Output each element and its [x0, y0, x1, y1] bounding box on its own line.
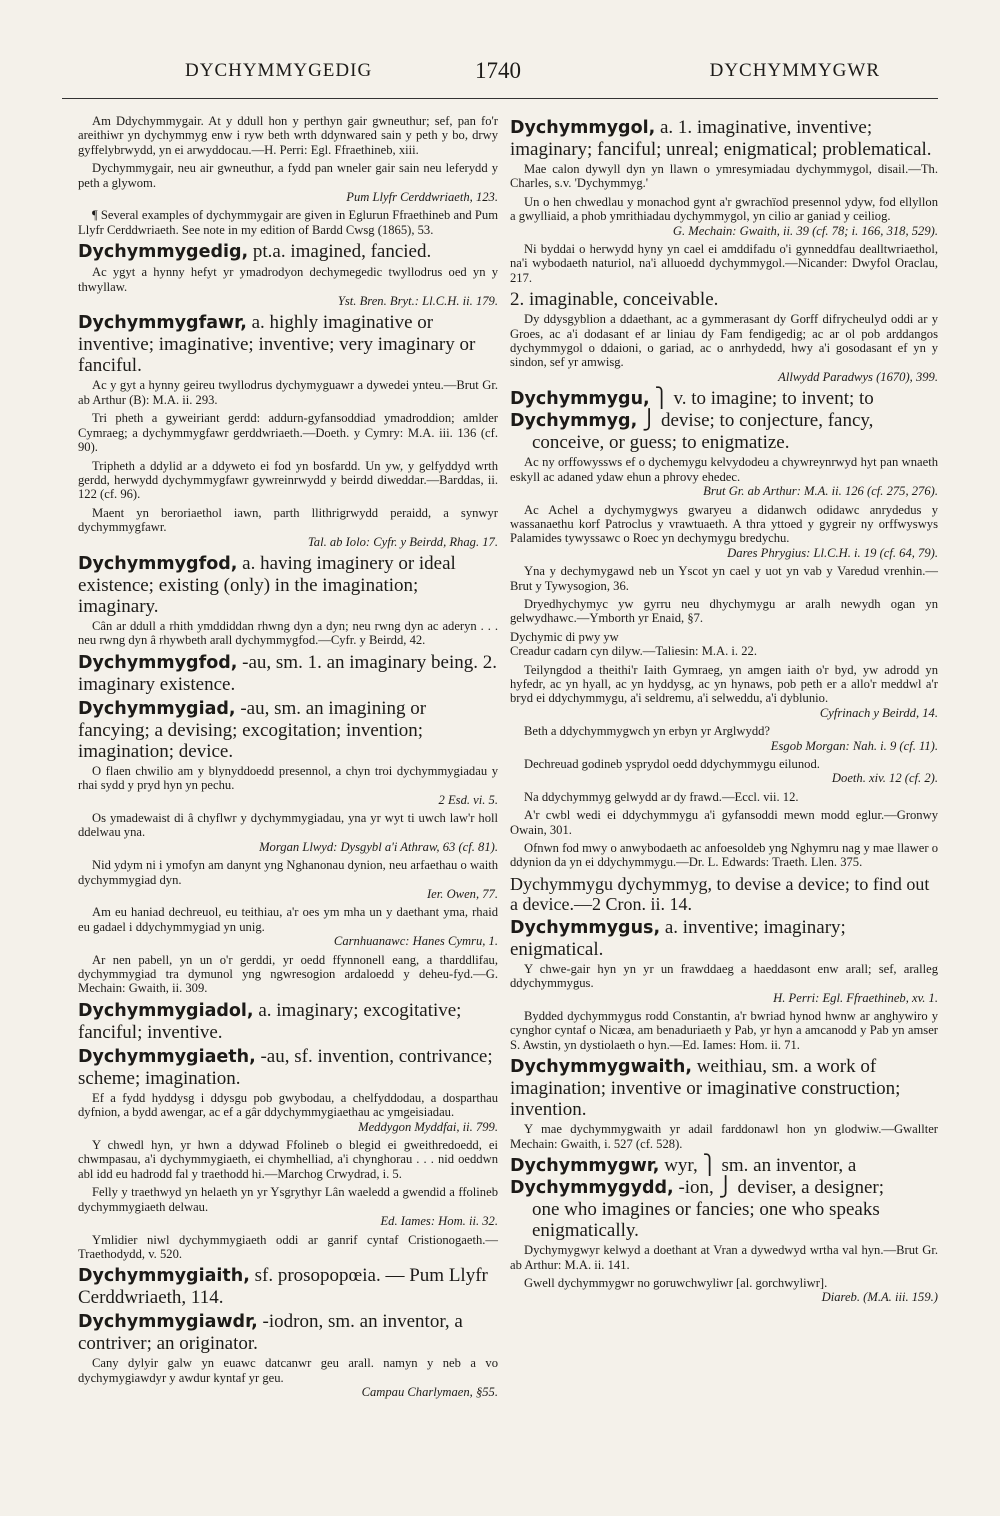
quotation: Tri pheth a gyweiriant gerdd: addurn-gyfansoddiad ymadroddion; amlder Cymraeg; a dychymmygfawr gerddwriaeth.—Doeth. y Cymry: M.A. iii. 136 (cf. 90). [78, 411, 498, 455]
definition-sense-2: 2. imaginable, conceivable. [510, 289, 719, 311]
definition: -iodron, sm. an inventor, a contriver; an originator. [78, 1311, 463, 1355]
entry-dychymmygus [510, 917, 938, 960]
headword: Dychymmygiaith, [78, 1266, 250, 1287]
headword: Dychymmygiadol, [78, 1000, 254, 1021]
quotation: O flaen chwilio am y blynyddoedd presennol, a chyn troi dychymmygiadau y rhai sydd y pryd hyn yn pechu. 2 Esd. vi. 5. [78, 763, 498, 807]
header-left-guide-word: DYCHYMMYGEDIG [185, 60, 373, 81]
definition: -au, sm. 1. an imaginary being. 2. imaginary existence. [78, 651, 497, 695]
quotation: Na ddychymmyg gelwydd ar dy frawd.—Eccl. vii. 12. [524, 789, 799, 804]
citation: Brut Gr. ab Arthur: M.A. ii. 126 (cf. 275, 276). [703, 484, 938, 499]
quotation: Y chwedl hyn, yr hwn a ddywad Ffolineb o blegid ei gweithredoedd, ei chwmpasau, a'i dychymmygiaeth, ei chymhelliad, a'i chynghorau . . . nid oeddwn abl idd eu hadrodd fal y traethodd hi.—Marchog Crwydrad, i. 5. [78, 1138, 498, 1181]
entry-dychymmygwr: Dychymmygwr, wyr, ⎫ sm. an inventor, a Dychymmygydd, -ion, ⎭ deviser, a designer; one who imagines or fancies; one who speaks enigmatically. [510, 1155, 938, 1241]
citation: H. Perri: Egl. Ffraethineb, xv. 1. [773, 990, 938, 1005]
left-column [78, 114, 498, 1404]
definition: devise; to conjecture, fancy, [660, 410, 874, 432]
quotation: Ac Achel a dychymygwys gwaryeu a didanwch odidawc anrydedus y wassanaethu korf Patroclus y vrawtuaeth. A thra yttoed y gygreir ny orffwyswys Palamides tywyssawc o Roec yn dechymygu bredychu. Dares Phrygius: Ll.C.H. i. 19 (cf. 64, 79). [510, 502, 938, 560]
definition: a. highly imaginative or inventive; imaginative; inventive; very imaginary or fanciful. [78, 312, 476, 377]
definition: one who imagines or fancies; one who speaks enigmatically. [532, 1199, 880, 1242]
headword: Dychymmygu, [510, 389, 650, 410]
headword: Dychymmygiad, [78, 698, 236, 719]
entry-dychymmygiadol [78, 1000, 498, 1043]
definition: v. to imagine; to invent; to [673, 388, 874, 410]
entry-dychymmygiawdr [78, 1311, 498, 1354]
quotation: Ef a fydd hyddysg i ddysgu pob gwybodau, a chelfyddodau, a dosparthau dyfnion, a bydd awengar, ac ef a gâr ddychymmygiaethau ac ymgeisiadau. Meddygon Myddfai, ii. 799. [78, 1090, 498, 1134]
quotation: Maent yn beroriaethol iawn, parth llithrigrwydd peraidd, a synwyr dychymmygfawr. Tal. ab Iolo: Cyfr. y Beirdd, Rhag. 17. [78, 505, 498, 549]
entry-dychymmygiaeth [78, 1046, 498, 1089]
headword: Dychymmygol, [510, 118, 656, 138]
entry-dychymmygwaith [510, 1056, 938, 1120]
quotation: A'r cwbl wedi ei ddychymmygu a'i gyfansoddi mewn modd eglur.—Gronwy Owain, 301. [510, 808, 938, 837]
definition: sf. prosopopœia. — Pum Llyfr Cerddwriaeth, 114. [78, 1265, 488, 1309]
quotation: Felly y traethwyd yn helaeth yn yr Ysgrythyr Lân waeledd a gwendid a ffolineb dychymmygiaeth delwau. Ed. Iames: Hom. ii. 32. [78, 1185, 498, 1229]
headword: Dychymmygfod, [78, 553, 238, 574]
definition: -au, sf. invention, contrivance; scheme; imagination. [78, 1045, 493, 1089]
quotation: Dechreuad godineb ysprydol oedd ddychymmygu eilunod. Doeth. xiv. 12 (cf. 2). [510, 757, 938, 786]
quotation: Ac ygyt a hynny hefyt yr ymadrodyon dechymegedic twyllodrus oed yn y thwyllaw. Yst. Bren. Bryt.: Ll.C.H. ii. 179. [78, 265, 498, 309]
quotation: Ac ny orffowyssws ef o dychemygu kelvydodeu a chywreynrwyd hyt pan wnaeth eskyll ac adaned ydaw ehun a phrovy ehedec. Brut Gr. ab Arthur: M.A. ii. 126 (cf. 275, 276). [510, 455, 938, 499]
definition: deviser, a designer; [737, 1177, 884, 1199]
entry-dychymmygfod-adj [78, 553, 498, 617]
headword: Dychymmygiaeth, [78, 1046, 256, 1067]
definition: a. having imaginery or ideal existence; existing (only) in the imagination; imaginary. [78, 552, 456, 617]
right-column [510, 114, 938, 1309]
citation: Dares Phrygius: Ll.C.H. i. 19 (cf. 64, 79). [727, 545, 938, 560]
entry-dychymmygedig [78, 241, 498, 263]
quotation: Ar nen pabell, yn un o'r gerddi, yr oedd ffynnonell eang, a tharddlifau, dychymmygiad tra dymunol yng ngwresogion ardaloedd y deheu-fyd.—G. Mechain: Gwaith, ii. 309. [78, 952, 498, 996]
quotation: Ac y gyt a hynny geireu twyllodrus dychymyguawr a dywedei ynteu.—Brut Gr. ab Arthur (B): M.A. ii. 293. [78, 378, 498, 407]
header-rule [62, 98, 938, 99]
quotation: Gwell dychymmygwr no goruwchwyliwr [al. gorchwyliwr]. Diareb. (M.A. iii. 159.) [510, 1276, 938, 1305]
entry-dychymmygiad [78, 698, 498, 762]
definition: conceive, or guess; to enigmatize. [532, 432, 790, 454]
definition: sm. an inventor, a [721, 1155, 857, 1177]
citation: Tal. ab Iolo: Cyfr. y Beirdd, Rhag. 17. [307, 534, 498, 549]
quotation: Mae calon dywyll dyn yn llawn o ymresymiadau dychymmygol, disail.—Th. Charles, s.v. 'Dychymmyg.' [510, 162, 938, 191]
citation: Campau Charlymaen, §55. [361, 1385, 498, 1400]
citation: G. Mechain: Gwaith, ii. 39 (cf. 78; i. 166, 318, 529). [672, 223, 938, 238]
citation: Allwydd Paradwys (1670), 399. [778, 369, 938, 384]
quotation: Y mae dychymmygwaith yr adail farddonawl hon yn glodwiw.—Gwallter Mechain: Gwaith, i. 527 (cf. 528). [510, 1122, 938, 1151]
quotation: Am eu haniad dechreuol, eu teithiau, a'r oes ym mha un y daethant yma, rhaid eu gadael i ddychymmygiad yn unig. Carnhuanawc: Hanes Cymru, 1. [78, 905, 498, 949]
citation: Meddygon Myddfai, ii. 799. [358, 1119, 498, 1134]
headword: Dychymmygwaith, [510, 1057, 693, 1078]
headword: Dychymmygus, [510, 917, 661, 938]
header-right-guide-word: DYCHYMMYGWR [709, 60, 880, 81]
quotation: Cany dylyir galw yn euawc datcanwr geu arall. namyn y neb a vo dychymygiawdyr y awdur kyntaf yr geu. Campau Charlymaen, §55. [78, 1356, 498, 1400]
quotation: Tripheth a ddylid ar a ddyweto ei fod yn bosfardd. Un yw, y gelfyddyd wrth gerdd, herwydd dychymmygfawr gywreinrwydd y beirdd diweddar.—Barddas, ii. 122 (cf. 96). [78, 458, 498, 502]
entry-dychymmygfod-noun [78, 652, 498, 695]
entry-dychymmygfawr [78, 312, 498, 376]
quotation: Ni byddai o herwydd hyny yn cael ei amddifadu o'i gynneddfau dealltwriaethol, na'i wybodaeth naturiol, na'i alluoedd dychymmygol.—Nicander: Dwyfol Oraclau, 217. [510, 242, 938, 285]
quotation: Ymlidier niwl dychymmygiaeth oddi ar ganrif cyntaf Cristionogaeth.—Traethodydd, v. 520. [78, 1232, 498, 1261]
quotation: Os ymadewaist di â chyflwr y dychymmygiadau, yna yr wyt ti uwch law'r holl ddelwau yna. Morgan Llwyd: Dysgybl a'i Athraw, 63 (cf. 81). [78, 810, 498, 854]
quotation: Y chwe-gair hyn yn yr un frawddaeg a haeddasont enw arall; sef, aralleg ddychymmygus. H. Perri: Egl. Ffraethineb, xv. 1. [510, 961, 938, 1005]
headword: Dychymmygiawdr, [78, 1312, 258, 1333]
headword: Dychymmyg, [510, 411, 638, 432]
quotation: Am Ddychymmygair. At y ddull hon y perthyn gair gwneuthur; sef, pan fo'r areithiwr yn dychymmyg enw i ryw beth wrth ddynwared sain y peth y bo, drwy gyffelybrwydd, yn ei arwyddocau.—H. Perri: Egl. Ffraethineb, xiii. [78, 114, 498, 157]
definition: weithiau, sm. a work of imagination; inventive or imaginative construction; invention. [510, 1056, 901, 1121]
definition: pt.a. imagined, fancied. [248, 241, 432, 263]
definition: a. imaginary; excogitative; fanciful; inventive. [78, 999, 462, 1043]
citation: Esgob Morgan: Nah. i. 9 (cf. 11). [770, 738, 938, 753]
page-number: 1740 [475, 58, 521, 83]
quotation: Teilyngdod a theithi'r Iaith Gymraeg, yn amgen iaith o'r byd, yw adrodd yn hyfedr, ac yn hyall, ac yn hyddysg, ac yn hynaws, pob peth er a allo'r meddwl a'r bryd ei ddychymmygu, a'i seldremu, a'i selweddu, a'i dyblunio. Cyfrinach y Beirdd, 14. [510, 662, 938, 720]
quotation: Dryedhychymyc yw gyrru neu dhychymygu ar aralh newydh ogan yn gelwydhawc.—Ymborth yr Enaid, §7. [510, 596, 938, 626]
citation: Morgan Llwyd: Dysgybl a'i Athraw, 63 (cf. 81). [259, 839, 498, 854]
citation: Ed. Iames: Hom. ii. 32. [380, 1214, 498, 1229]
definition: -au, sm. an imagining or fancying; a devising; excogitation; invention; imagination; device. [78, 697, 427, 762]
verse-quotation: Dychymic di pwy yw Creadur cadarn cyn dilyw.—Taliesin: M.A. i. 22. [510, 629, 757, 659]
quotation: Dychymmygair, neu air gwneuthur, a fydd pan wneler gair sain neu leferydd y peth a glywom. Pum Llyfr Cerddwriaeth, 123. [78, 161, 498, 205]
entry-dychymmygiaith [78, 1265, 498, 1308]
headword: Dychymmygwr, [510, 1156, 660, 1177]
quotation: Dychymygwyr kelwyd a doethant at Vran a dywedwyd wrtha val hyn.—Brut Gr. ab Arthur: M.A. ii. 141. [510, 1243, 938, 1272]
entry-dychymmygol [510, 117, 938, 160]
quotation: Beth a ddychymmygwch yn erbyn yr Arglwydd? Esgob Morgan: Nah. i. 9 (cf. 11). [510, 724, 938, 753]
headword: Dychymmygydd, [510, 1178, 674, 1199]
quotation: Bydded dychymmygus rodd Constantin, a'r bwriad hynod hwnw ar anghywiro y cynghor cyntaf o Nicæa, am benaduriaeth y Pab, yr hyn a amcanodd y Pab yn amser S. Awstin, yn dystiolaeth o hyn.—Ed. Iames: Hom. ii. 71. [510, 1009, 938, 1052]
citation: Pum Llyfr Cerddwriaeth, 123. [346, 190, 498, 205]
quotation: Yna y dechymygawd neb un Yscot yn cael y uot yn vab y Varedud vrenhin.—Brut y Tywysogion, 36. [510, 564, 938, 593]
citation: Cyfrinach y Beirdd, 14. [819, 705, 938, 720]
headword: Dychymmygfawr, [78, 313, 247, 334]
citation: Doeth. xiv. 12 (cf. 2). [831, 771, 938, 786]
quotation: Dy ddysgyblion a ddaethant, ac a gymmerasant dy Gorff difrycheulyd oddi ar y Groes, ac a'i dodasant ef ar liniau dy Fam fendigedig; ac ar ol pob arddangos dychymmygol o ddaioni, o gariad, ac o anrhydedd, hwy a'i gosodasant ef yn y sindon, sef yr amwisg. Allwydd Paradwys (1670), 399. [510, 312, 938, 384]
citation: Yst. Bren. Bryt.: Ll.C.H. ii. 179. [337, 294, 498, 309]
citation: 2 Esd. vi. 5. [438, 792, 498, 807]
running-header [60, 58, 940, 88]
editor-note: ¶ Several examples of dychymmygair are given in Eglurun Ffraethineb and Pum Llyfr Cerddwriaeth. See note in my edition of Bardd Cwsg (1865), 53. [78, 208, 498, 237]
citation: Ier. Owen, 77. [426, 887, 498, 901]
headword: Dychymmygfod, [78, 652, 238, 673]
quotation: Cân ar ddull a rhith ymddiddan rhwng dyn a dyn; neu rwng dyn ac aderyn . . . neu rwng dyn â rhywbeth arall dychymmygfod.—Cyfr. y Beirdd, 42. [78, 618, 498, 648]
definition: a. inventive; imaginary; enigmatical. [510, 916, 846, 960]
definition: a. 1. imaginative, inventive; imaginary; fanciful; unreal; enigmatical; problematical. [510, 117, 932, 160]
entry-dychymmygu: Dychymmygu, ⎫ v. to imagine; to invent; to Dychymmyg, ⎭ devise; to conjecture, fancy, conceive, or guess; to enigmatize. [510, 388, 938, 453]
quotation: Nid ydym ni i ymofyn am danynt yng Nghanonau dynion, neu arfaethau o waith dychymmygiad dyn. Ier. Owen, 77. [78, 858, 498, 901]
quotation: Un o hen chwedlau y monachod gynt a'r gwrachïod presennol ydyw, fod ellyllon a gwylliaid, a phob ymrithiadau dychymmygol, yn cilio ar ganiad y ceiliog. G. Mechain: Gwaith, ii. 39 (cf. 78; i. 166, 318, 529). [510, 194, 938, 238]
citation: Carnhuanawc: Hanes Cymru, 1. [333, 934, 498, 949]
headword: Dychymmygedig, [78, 242, 249, 263]
quotation: Ofnwn fod mwy o anwybodaeth ac anfoesoldeb yng Nghymru nag y mae llawer o ddynion da yn ei ddychymmygu.—Dr. L. Edwards: Traeth. Llen. 375. [510, 841, 938, 870]
citation: Diareb. (M.A. iii. 159.) [821, 1290, 938, 1305]
phrase-definition: Dychymmygu dychymmyg, to devise a device; to find out a device.—2 Cron. ii. 14. [510, 873, 930, 914]
